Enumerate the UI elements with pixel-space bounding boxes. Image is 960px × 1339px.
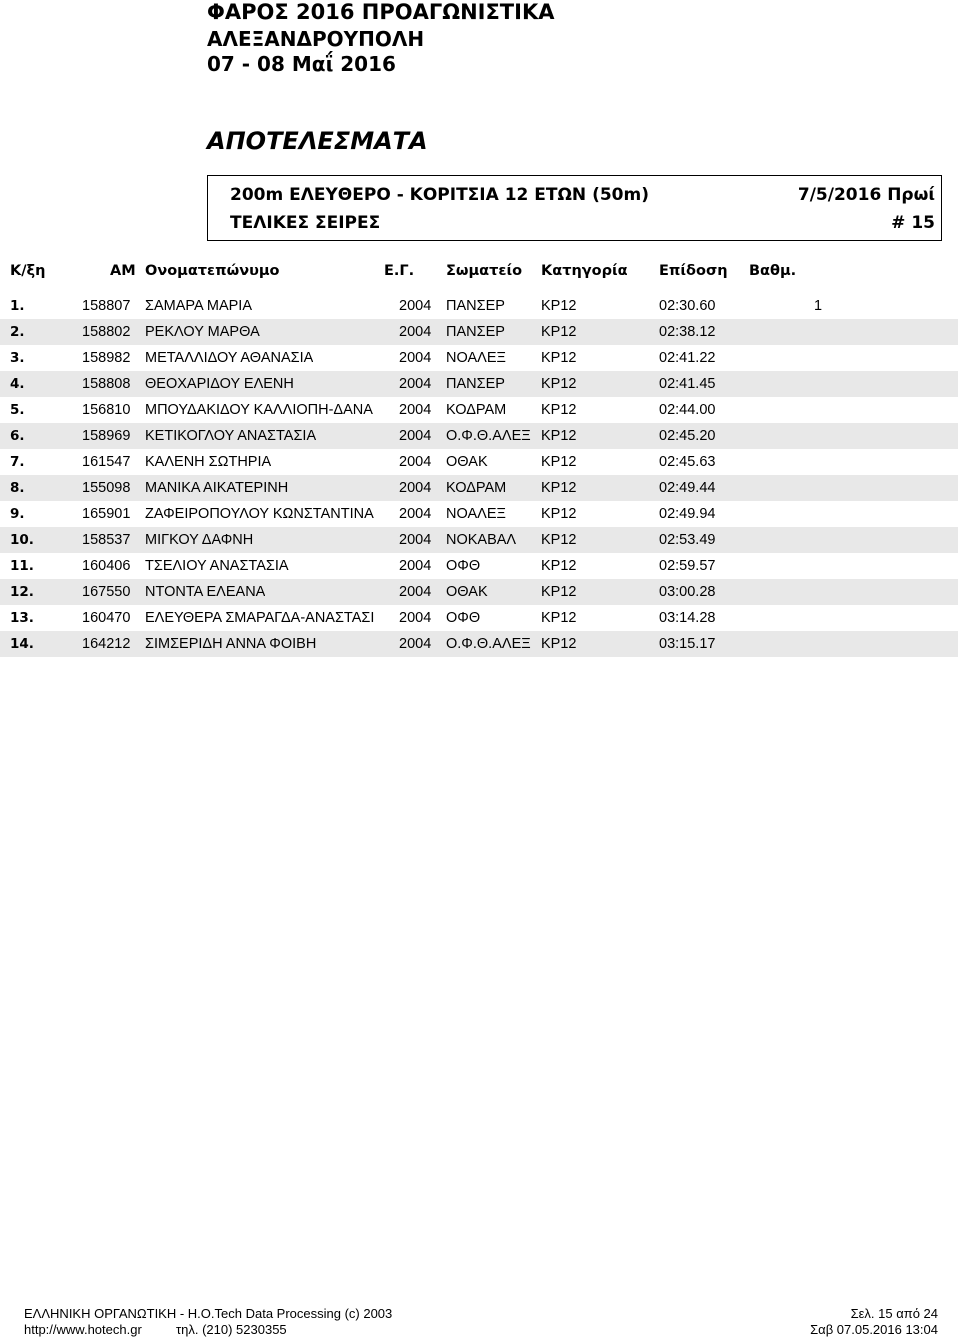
year-cell: 2004 [399,584,432,600]
am-cell: 158982 [82,350,131,366]
meet-name: ΦΑΡΟΣ 2016 ΠΡΟΑΓΩΝΙΣΤΙΚΑ [207,0,555,24]
club-cell: ΚΟΔΡΑΜ [446,480,507,496]
footer-page-number: Σελ. 15 από 24 [850,1306,938,1321]
club-cell: ΠΑΝΣΕΡ [446,298,505,314]
event-round: ΤΕΛΙΚΕΣ ΣΕΙΡΕΣ [230,213,381,233]
footer-website[interactable]: http://www.hotech.gr [24,1322,142,1337]
year-cell: 2004 [399,532,432,548]
year-cell: 2004 [399,636,432,652]
page-title: ΑΠΟΤΕΛΕΣΜΑΤΑ [207,127,428,155]
rank-cell: 13. [10,610,34,626]
col-time-header: Επίδοση [659,263,728,279]
category-cell: ΚΡ12 [541,480,577,496]
event-date-session: 7/5/2016 Πρωί [797,185,935,205]
category-cell: ΚΡ12 [541,610,577,626]
time-cell: 02:38.12 [659,324,716,340]
club-cell: Ο.Φ.Θ.ΑΛΕΞ [446,636,531,652]
am-cell: 158802 [82,324,131,340]
col-name-header: Ονοματεπώνυμο [145,263,280,279]
year-cell: 2004 [399,454,432,470]
rank-cell: 12. [10,584,34,600]
time-cell: 02:45.20 [659,428,716,444]
name-cell: ΝΤΟΝΤΑ ΕΛΕΑΝΑ [145,584,266,600]
category-cell: ΚΡ12 [541,428,577,444]
rank-cell: 10. [10,532,34,548]
rank-cell: 14. [10,636,34,652]
table-row [0,501,958,527]
table-row [0,319,958,345]
club-cell: ΝΟΚΑΒΑΛ [446,532,517,548]
name-cell: ΜΠΟΥΔΑΚΙΔΟΥ ΚΑΛΛΙΟΠΗ-ΔΑΝΑ [145,402,373,418]
footer-phone: τηλ. (210) 5230355 [176,1322,287,1337]
year-cell: 2004 [399,324,432,340]
name-cell: ΤΣΕΛΙΟΥ ΑΝΑΣΤΑΣΙΑ [145,558,289,574]
am-cell: 161547 [82,454,131,470]
year-cell: 2004 [399,428,432,444]
table-row [0,475,958,501]
category-cell: ΚΡ12 [541,454,577,470]
club-cell: ΟΦΘ [446,610,481,626]
col-points-header: Βαθμ. [749,263,797,279]
table-row [0,527,958,553]
year-cell: 2004 [399,402,432,418]
am-cell: 158807 [82,298,131,314]
col-category-header: Κατηγορία [541,263,628,279]
meet-city: ΑΛΕΞΑΝΔΡΟΥΠΟΛΗ [207,27,425,51]
col-club-header: Σωματείο [446,263,523,279]
footer-print-date: Σαβ 07.05.2016 13:04 [810,1322,938,1337]
rank-cell: 2. [10,324,25,340]
table-row [0,579,958,605]
am-cell: 158808 [82,376,131,392]
time-cell: 02:41.45 [659,376,716,392]
table-row [0,345,958,371]
name-cell: ΚΕΤΙΚΟΓΛΟΥ ΑΝΑΣΤΑΣΙΑ [145,428,317,444]
category-cell: ΚΡ12 [541,376,577,392]
name-cell: ΣΑΜΑΡΑ ΜΑΡΙΑ [145,298,253,314]
rank-cell: 5. [10,402,25,418]
col-rank-header: Κ/ξη [10,263,46,279]
year-cell: 2004 [399,350,432,366]
year-cell: 2004 [399,480,432,496]
am-cell: 164212 [82,636,131,652]
table-row [0,631,958,657]
table-row [0,423,958,449]
club-cell: ΝΟΑΛΕΞ [446,350,506,366]
am-cell: 156810 [82,402,131,418]
name-cell: ΡΕΚΛΟΥ ΜΑΡΘΑ [145,324,260,340]
name-cell: ΜΙΓΚΟΥ ΔΑΦΝΗ [145,532,254,548]
table-row [0,371,958,397]
year-cell: 2004 [399,558,432,574]
club-cell: ΟΦΘ [446,558,481,574]
time-cell: 03:15.17 [659,636,716,652]
name-cell: ΚΑΛΕΝΗ ΣΩΤΗΡΙΑ [145,454,272,470]
time-cell: 02:59.57 [659,558,716,574]
rank-cell: 7. [10,454,25,470]
results-table [0,293,958,657]
rank-cell: 6. [10,428,25,444]
year-cell: 2004 [399,376,432,392]
club-cell: ΝΟΑΛΕΞ [446,506,506,522]
time-cell: 02:49.44 [659,480,716,496]
time-cell: 03:00.28 [659,584,716,600]
table-row [0,293,958,319]
club-cell: Ο.Φ.Θ.ΑΛΕΞ [446,428,531,444]
table-row [0,397,958,423]
name-cell: ΕΛΕΥΘΕΡΑ ΣΜΑΡΑΓΔΑ-ΑΝΑΣΤΑΣΙ [145,610,375,626]
rank-cell: 4. [10,376,25,392]
category-cell: ΚΡ12 [541,298,577,314]
time-cell: 02:53.49 [659,532,716,548]
table-row [0,605,958,631]
club-cell: ΠΑΝΣΕΡ [446,376,505,392]
points-cell: 1 [814,298,823,314]
am-cell: 167550 [82,584,131,600]
name-cell: ΜΕΤΑΛΛΙΔΟΥ ΑΘΑΝΑΣΙΑ [145,350,314,366]
rank-cell: 9. [10,506,25,522]
name-cell: ΜΑΝΙΚΑ ΑΙΚΑΤΕΡΙΝΗ [145,480,289,496]
time-cell: 03:14.28 [659,610,716,626]
event-number: # 15 [891,213,935,233]
category-cell: ΚΡ12 [541,350,577,366]
name-cell: ΖΑΦΕΙΡΟΠΟΥΛΟΥ ΚΩΝΣΤΑΝΤΙΝΑ [145,506,374,522]
name-cell: ΣΙΜΣΕΡΙΔΗ ΑΝΝΑ ΦΟΙΒΗ [145,636,317,652]
event-box [207,175,942,241]
category-cell: ΚΡ12 [541,506,577,522]
year-cell: 2004 [399,298,432,314]
time-cell: 02:41.22 [659,350,716,366]
am-cell: 155098 [82,480,131,496]
category-cell: ΚΡ12 [541,402,577,418]
event-name: 200m ΕΛΕΥΘΕΡΟ - ΚΟΡΙΤΣΙΑ 12 ΕΤΩΝ (50m) [230,185,649,205]
club-cell: ΟΘΑΚ [446,584,488,600]
footer-org: ΕΛΛΗΝΙΚΗ ΟΡΓΑΝΩΤΙΚΗ - Η.Ο.Tech Data Processing (c) 2003 [24,1306,393,1321]
rank-cell: 8. [10,480,25,496]
table-row [0,553,958,579]
category-cell: ΚΡ12 [541,584,577,600]
club-cell: ΟΘΑΚ [446,454,488,470]
am-cell: 158537 [82,532,131,548]
table-row [0,449,958,475]
name-cell: ΘΕΟΧΑΡΙΔΟΥ ΕΛΕΝΗ [145,376,294,392]
category-cell: ΚΡ12 [541,324,577,340]
col-am-header: ΑΜ [110,263,136,279]
club-cell: ΚΟΔΡΑΜ [446,402,507,418]
time-cell: 02:49.94 [659,506,716,522]
am-cell: 160470 [82,610,131,626]
time-cell: 02:45.63 [659,454,716,470]
am-cell: 158969 [82,428,131,444]
rank-cell: 11. [10,558,34,574]
meet-dates: 07 - 08 Μαΐ 2016 [207,52,396,76]
year-cell: 2004 [399,610,432,626]
category-cell: ΚΡ12 [541,558,577,574]
category-cell: ΚΡ12 [541,532,577,548]
category-cell: ΚΡ12 [541,636,577,652]
am-cell: 160406 [82,558,131,574]
year-cell: 2004 [399,506,432,522]
rank-cell: 3. [10,350,25,366]
time-cell: 02:30.60 [659,298,716,314]
rank-cell: 1. [10,298,25,314]
club-cell: ΠΑΝΣΕΡ [446,324,505,340]
am-cell: 165901 [82,506,131,522]
time-cell: 02:44.00 [659,402,716,418]
col-year-header: Ε.Γ. [384,263,415,279]
